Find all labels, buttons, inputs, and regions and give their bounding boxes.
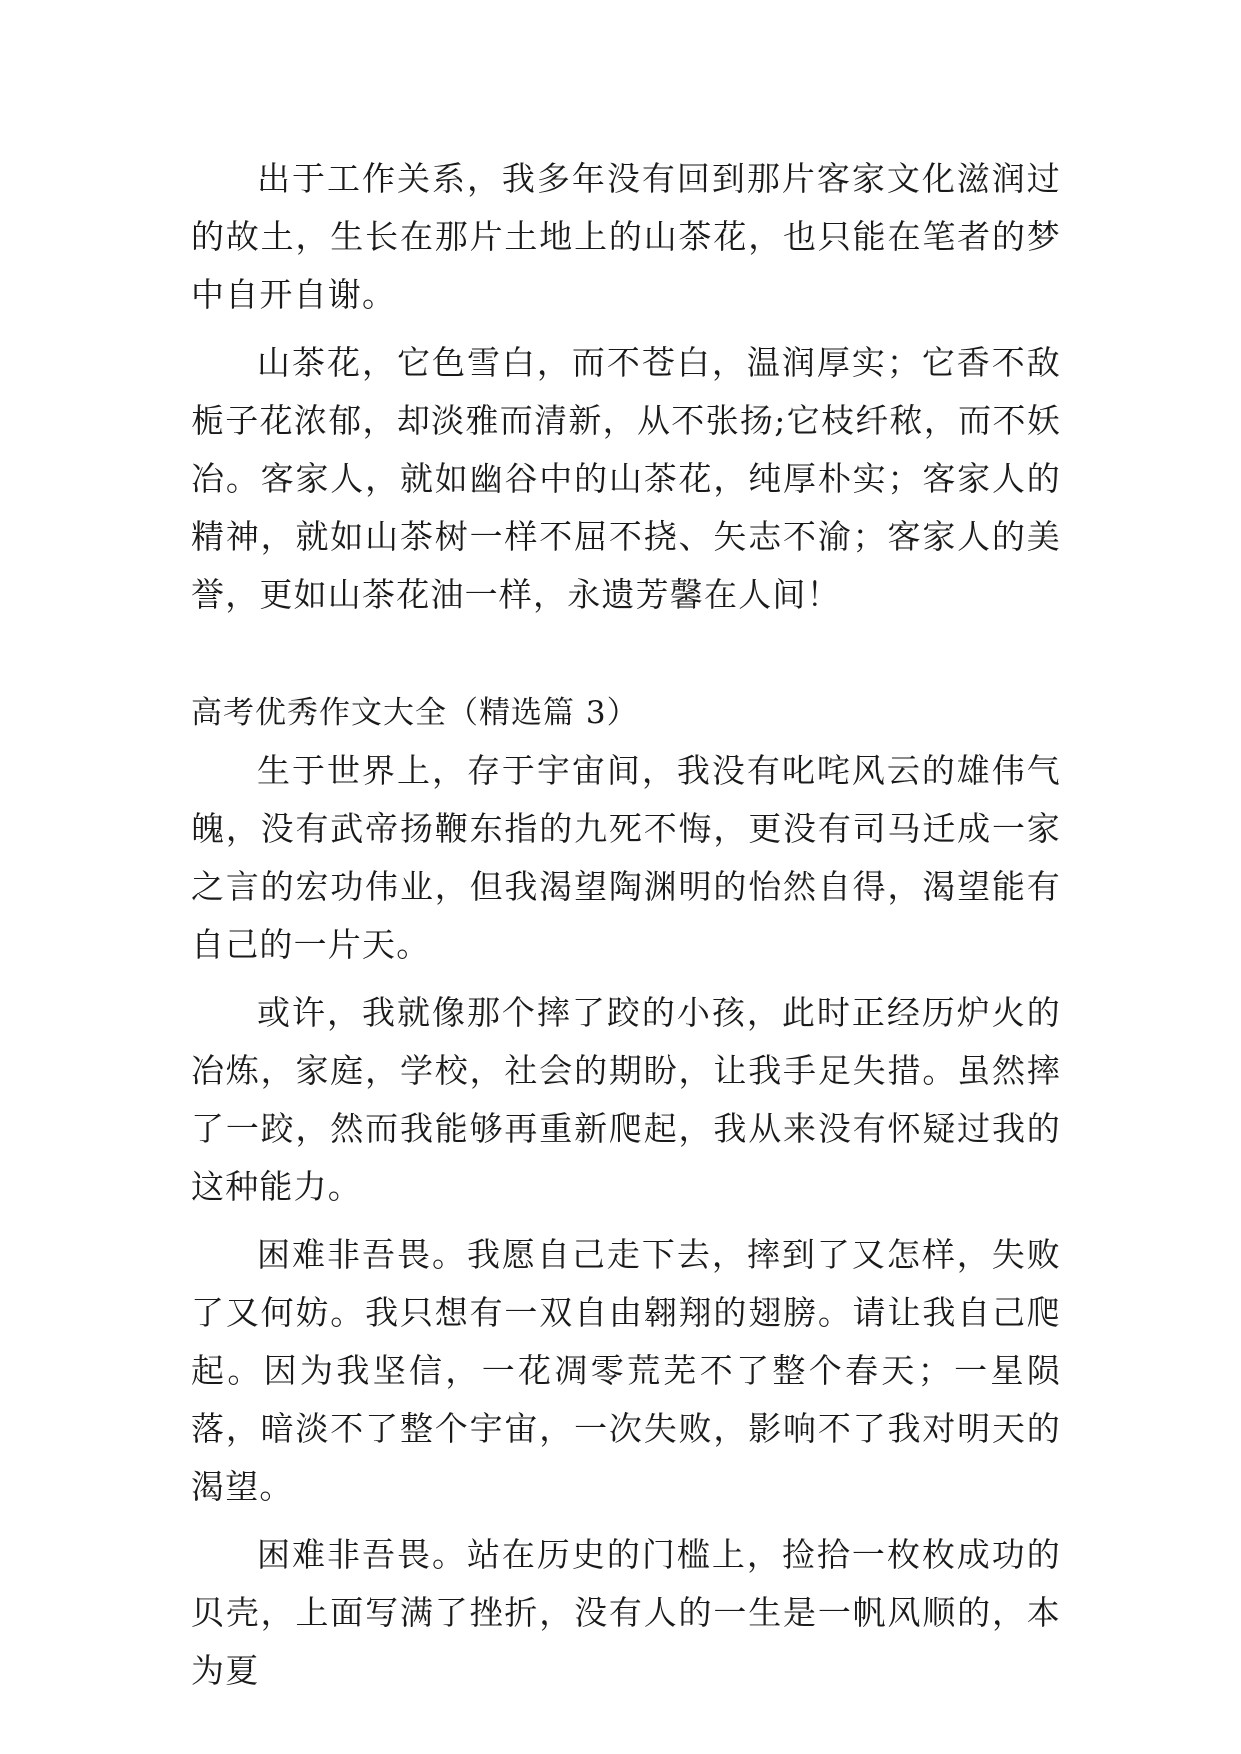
paragraph-not-afraid-1: 困难非吾畏。我愿自己走下去，摔到了又怎样，失败了又何妨。我只想有一双自由翱翔的翅膀。请让我自己爬起。因为我坚信，一花凋零荒芜不了整个春天；一星陨落，暗淡不了整个宇宙，一次失败，影响不了我对明天的渴望。: [191, 1235, 1061, 1506]
paragraph-not-afraid-2: 困难非吾畏。站在历史的门槛上，捡拾一枚枚成功的贝壳，上面写满了挫折，没有人的一生是一帆风顺的，本为夏: [191, 1535, 1061, 1690]
document-body: [191, 150, 1061, 1700]
section-title: 高考优秀作文大全（精选篇 3）: [191, 695, 639, 731]
paragraph-aspiration: 生于世界上，存于宇宙间，我没有叱咤风云的雄伟气魄，没有武帝扬鞭东指的九死不悔，更没有司马迁成一家之言的宏功伟业，但我渴望陶渊明的怡然自得，渴望能有自己的一片天。: [191, 751, 1061, 964]
paragraph-homeland: 出于工作关系，我多年没有回到那片客家文化滋润过的故土，生长在那片土地上的山茶花，也只能在笔者的梦中自开自谢。: [191, 159, 1061, 314]
paragraph-camellia: 山茶花，它色雪白，而不苍白，温润厚实；它香不敌栀子花浓郁，却淡雅而清新，从不张扬;它枝纤秾，而不妖冶。客家人，就如幽谷中的山茶花，纯厚朴实；客家人的精神，就如山茶树一样不屈不挠、矢志不渝；客家人的美誉，更如山茶花油一样，永遗芳馨在人间！: [191, 343, 1061, 614]
paragraph-stumble: 或许，我就像那个摔了跤的小孩，此时正经历炉火的冶炼，家庭，学校，社会的期盼，让我手足失措。虽然摔了一跤，然而我能够再重新爬起，我从来没有怀疑过我的这种能力。: [191, 993, 1061, 1206]
